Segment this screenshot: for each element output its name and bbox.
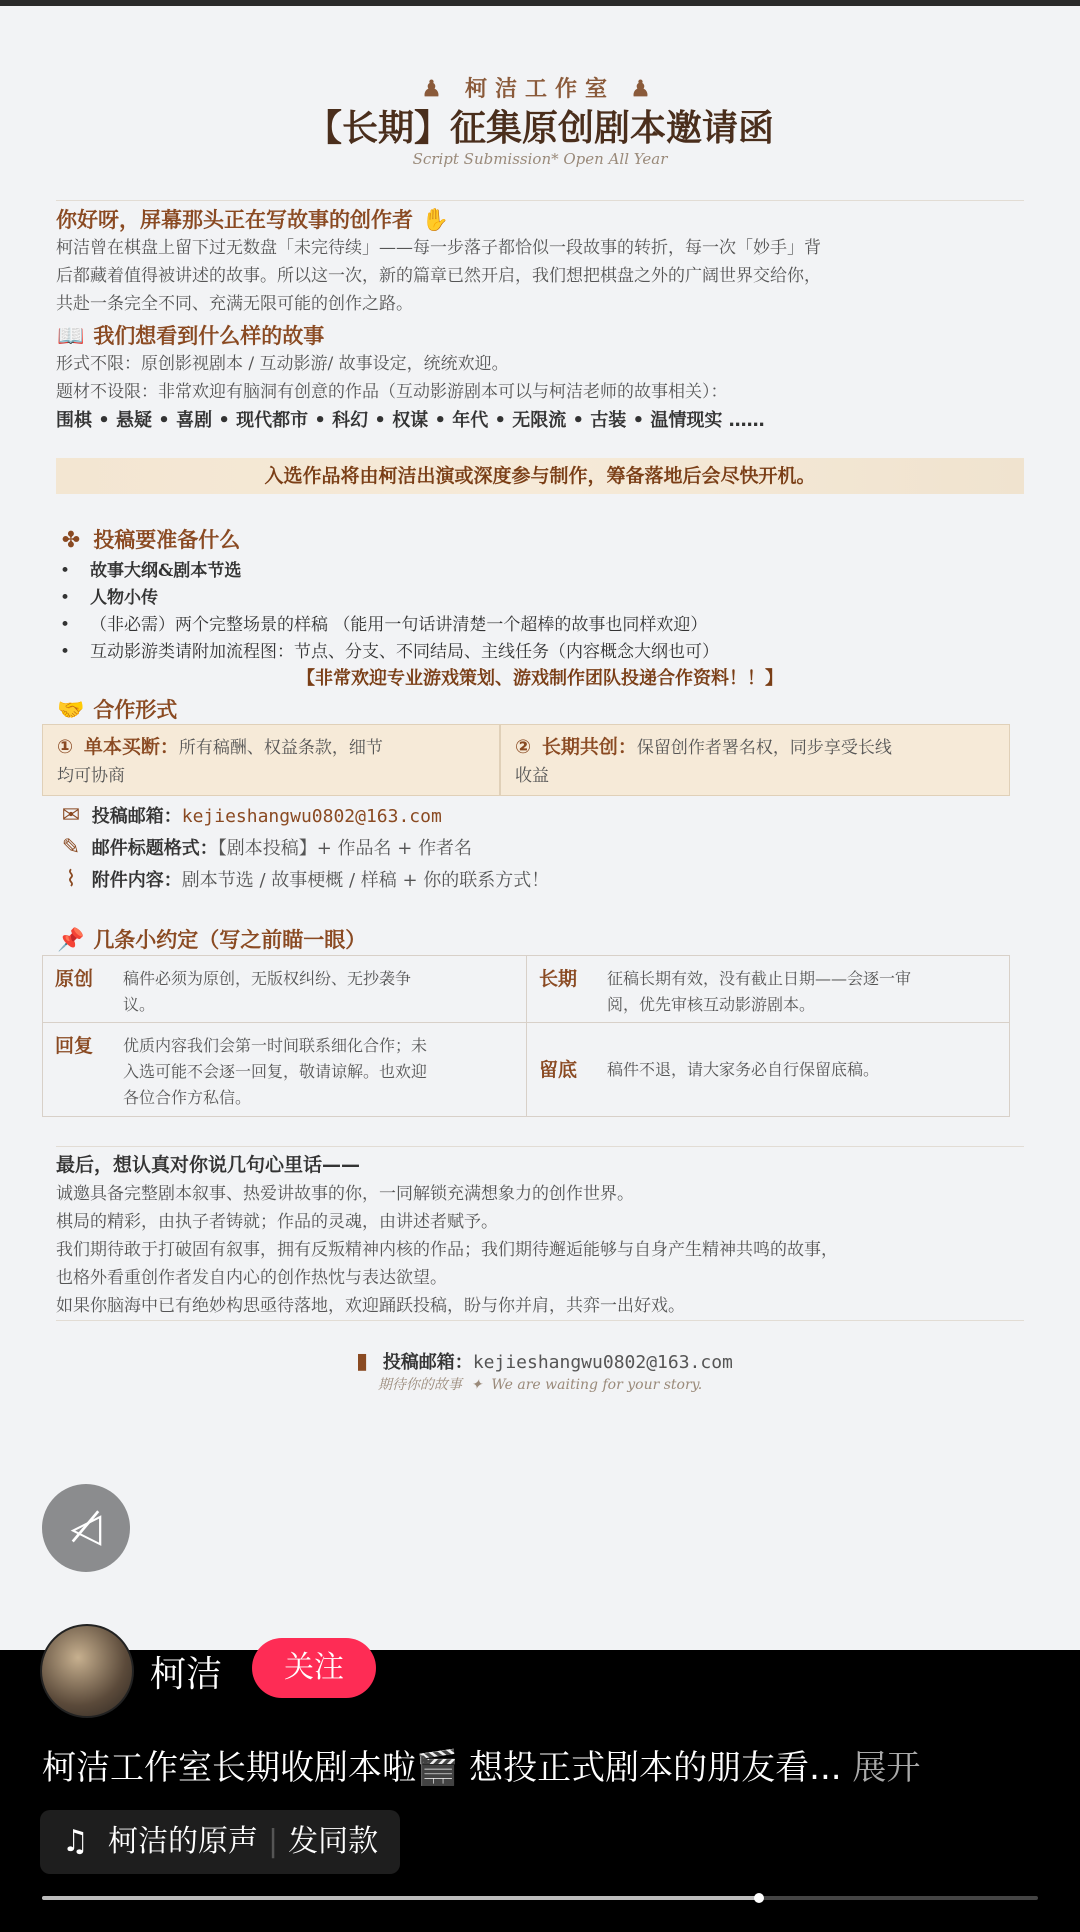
page-subtitle: Script Submission* Open All Year [412,150,668,168]
chess-piece-icon: ♟ [421,76,450,102]
divider [56,200,1024,201]
tagline-cn: 期待你的故事 [377,1377,462,1393]
contact-block [56,800,1026,896]
chess-piece-icon: ♟ [630,76,659,102]
contact-subject: 【剧本投稿】+ 作品名 + 作者名 [217,838,473,859]
rule-key: 长期 [539,968,578,990]
genre-intro-line: 题材不设限：非常欢迎有脑洞有创意的作品（互动影游剧本可以与柯洁老师的故事相关）： [56,382,728,402]
contact-label: 邮件标题格式： [91,838,218,859]
option-number: ① [57,736,74,758]
highlight-banner: 入选作品将由柯洁出演或深度参与制作，筹备落地后会尽快开机。 [56,458,1024,494]
progress-fill [42,1896,759,1900]
option-text: 收益 [515,766,549,786]
list-item-text: 故事大纲&剧本节选 [90,561,242,581]
use-sound-button[interactable]: 发同款 [288,1824,379,1859]
rule-text: 稿件不退，请大家务必自行保留底稿。 [607,1060,880,1079]
music-pill[interactable]: ♫ 柯洁的原声 | 发同款 [40,1810,400,1874]
footer-email-label: 投稿邮箱： [382,1352,473,1373]
rule-text: 征稿长期有效，没有截止日期——会逐一审 [607,969,912,988]
rules-table [42,955,1010,1117]
option-text: 所有稿酬、权益条款，细节 [178,738,383,758]
divider [56,1320,1024,1321]
intro-paragraph [56,234,1026,318]
mute-icon: ◁̸ [70,1505,102,1551]
genre-list: 围棋 • 悬疑 • 喜剧 • 现代都市 • 科幻 • 权谋 • 年代 • 无限流 • 古装 • 温情现实 …… [56,410,765,431]
paperclip-icon: ⌇ [65,867,77,892]
rule-backup [527,1023,1009,1117]
rule-text: 稿件必须为原创，无版权纠纷、无抄袭争 [123,969,412,988]
caption-text: 柯洁工作室长期收剧本啦🎬 想投正式剧本的朋友看... [42,1748,842,1788]
mail-icon: ▮ [356,1349,369,1374]
closing-line: 如果你脑海中已有绝妙构思亟待落地，欢迎踊跃投稿，盼与你并肩，共弈一出好戏。 [56,1296,685,1316]
greeting-heading [56,204,450,234]
section-title: 几条小约定（写之前瞄一眼） [93,928,367,952]
rule-key: 原创 [55,968,94,990]
section-prepare-heading [56,524,240,554]
closing-line: 棋局的精彩，由执子者铸就；作品的灵魂，由讲述者赋予。 [56,1212,498,1232]
mail-icon: ✉ [61,803,81,828]
section-title: 合作形式 [93,698,178,722]
tagline-en: We are waiting for your story. [491,1377,703,1393]
contact-label: 投稿邮箱： [91,806,182,827]
rule-longterm [527,956,1009,1022]
rule-key: 留底 [539,1059,578,1081]
handshake-icon: 🤝 [57,698,85,723]
greeting-text: 你好呀，屏幕那头正在写故事的创作者 [56,208,413,232]
rule-text: 入选可能不会逐一回复，敬请谅解。也欢迎 [123,1062,428,1081]
coop-option-longterm [500,724,1010,796]
coop-option-buyout [42,724,500,796]
option-number: ② [515,736,532,758]
music-name: 柯洁的原声 [107,1824,258,1859]
option-title: 长期共创： [541,736,637,758]
rule-text: 阅，优先审核互动影游剧本。 [607,995,816,1014]
puzzle-icon: ✤ [61,528,81,553]
edit-icon: ✎ [61,835,81,860]
follow-button[interactable]: 关注 [252,1638,376,1698]
list-item: • （非必需）两个完整场景的样稿 （能用一句话讲清楚一个超棒的故事也同样欢迎） [60,615,708,635]
rule-text: 各位合作方私信。 [123,1088,252,1107]
progress-handle[interactable] [754,1893,764,1903]
option-title: 单本买断： [83,736,179,758]
mute-button[interactable] [42,1484,130,1572]
section-stories-heading [56,320,324,350]
page-title: 【长期】征集原创剧本邀请函 [305,108,774,149]
expand-link[interactable]: 展开 [852,1748,921,1788]
video-progress-bar[interactable] [42,1896,1038,1900]
closing-line: 诚邀具备完整剧本叙事、热爱讲故事的你，一同解锁充满想象力的创作世界。 [56,1184,634,1204]
contact-attach: 剧本节选 / 故事梗概 / 样稿 + 你的联系方式！ [181,870,550,891]
footer-email [0,1348,1080,1374]
contact-attach-row [56,864,1026,896]
section-title: 我们想看到什么样的故事 [93,324,325,348]
footer-email-address: kejieshangwu0802@163.com [472,1352,733,1373]
list-item-text: （非必需）两个完整场景的样稿 （能用一句话讲清楚一个超棒的故事也同样欢迎） [90,615,708,635]
intro-line: 柯洁曾在棋盘上留下过无数盘「未完待续」——每一步落子都恰似一段故事的转折，每一次「妙手」背 [56,238,821,258]
intro-line: 共赴一条完全不同、充满无限可能的创作之路。 [56,294,413,314]
hand-wave-icon: ✋ [421,208,450,233]
book-icon: 📖 [57,324,85,349]
rule-original [43,956,526,1022]
closing-line: 我们期待敢于打破固有叙事，拥有反叛精神内核的作品；我们期待邂逅能够与自身产生精神共鸣的故事， [56,1240,838,1260]
status-line [0,0,1080,6]
studio-name: 柯洁工作室 [464,76,615,102]
video-caption[interactable] [42,1740,1042,1789]
music-note-icon: ♫ [62,1824,89,1859]
pin-icon: 📌 [57,928,85,953]
list-item: • 人物小传 [60,588,158,608]
option-text: 保留创作者署名权，同步享受长线 [636,738,892,758]
section-rules-heading [56,924,366,954]
section-coop-heading [56,694,177,724]
studio-header [0,72,1080,103]
contact-subject-row [56,832,1026,864]
contact-label: 附件内容： [91,870,182,891]
form-line: 形式不限：原创影视剧本 / 互动影游/ 故事设定，统统欢迎。 [56,354,509,374]
closing-title: 最后，想认真对你说几句心里话—— [56,1154,361,1176]
contact-email: kejieshangwu0802@163.com [181,806,442,827]
list-item: • 故事大纲&剧本节选 [60,561,242,581]
avatar[interactable] [40,1624,134,1718]
intro-line: 后都藏着值得被讲述的故事。所以这一次，新的篇章已然开启，我们想把棋盘之外的广阔世界交给你， [56,266,821,286]
option-text: 均可协商 [57,766,125,786]
closing-line: 也格外看重创作者发自内心的创作热忱与表达欲望。 [56,1268,447,1288]
rule-key: 回复 [55,1035,94,1057]
closing-paragraph [56,1180,1026,1320]
cooperation-highlight: 【非常欢迎专业游戏策划、游戏制作团队投递合作资料！！】 [297,668,783,689]
author-name[interactable]: 柯洁 [150,1654,223,1695]
rule-text: 议。 [123,995,156,1014]
list-item-text: 人物小传 [90,588,158,608]
rule-reply [43,1023,526,1117]
list-item: • 互动影游类请附加流程图：节点、分支、不同结局、主线任务（内容概念大纲也可） [60,642,719,662]
list-item-text: 互动影游类请附加流程图：节点、分支、不同结局、主线任务（内容概念大纲也可） [90,642,719,662]
footer-tagline: 期待你的故事 ✦ We are waiting for your story. [377,1377,703,1393]
rule-text: 优质内容我们会第一时间联系细化合作；未 [123,1036,428,1055]
section-title: 投稿要准备什么 [93,528,241,552]
contact-email-row [56,800,1026,832]
divider [56,1146,1024,1147]
section-stories-body [56,350,1026,406]
